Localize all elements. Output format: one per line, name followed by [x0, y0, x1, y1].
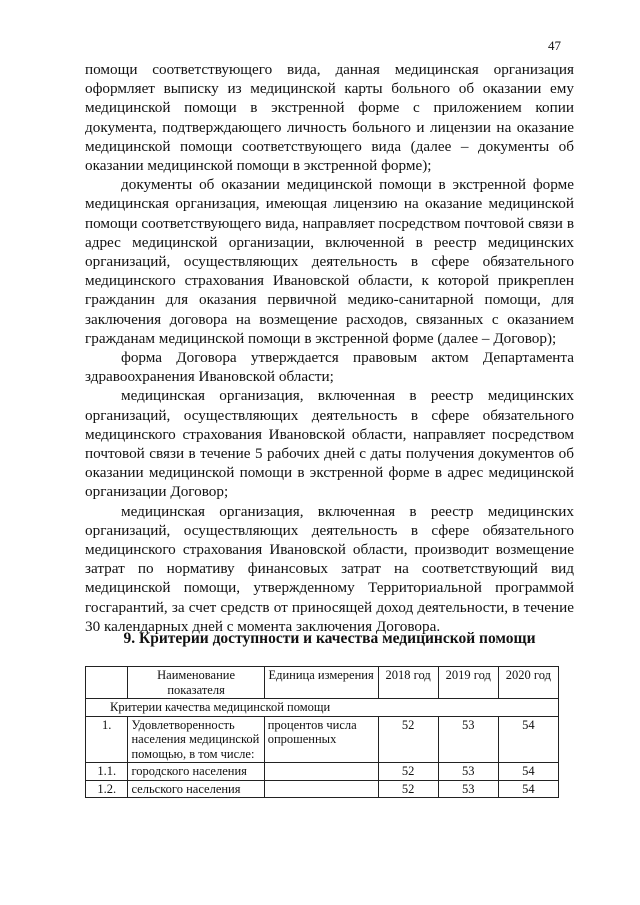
- row-name: Удовлетворенность населения медицинской помощью, в том числе:: [128, 716, 264, 763]
- row-unit: процентов числа опрошенных: [264, 716, 378, 763]
- row-2019: 53: [438, 763, 498, 781]
- paragraph: помощи соответствующего вида, данная медицинская организация оформляет выписку из медицинской карты больного об оказании ему медицинской помощи в экстренной форме с приложением копии документа, подтверждающего личность больного и лицензии на оказание медицинской помощи соответствующего вида (далее – документы об оказании медицинской помощи в экстренной форме);: [85, 61, 574, 175]
- section-heading: 9. Критерии доступности и качества медицинской помощи: [123, 630, 536, 647]
- table-row: [86, 763, 559, 781]
- row-2020: 54: [498, 716, 558, 763]
- row-unit: [264, 763, 378, 781]
- row-2020: 54: [498, 763, 558, 781]
- paragraph: медицинская организация, включенная в реестр медицинских организаций, осуществляющих деятельность в сфере обязательного медицинского страхования Ивановской области, направляет посредством почтовой связи в течение 5 рабочих дней с даты получения документов об оказании медицинской помощи в экстренной форме в адрес медицинской организации Договор;: [85, 387, 574, 501]
- row-2018: 52: [378, 780, 438, 798]
- paragraph: документы об оказании медицинской помощи в экстренной форме медицинская организация, имеющая лицензию на оказание медицинской помощи соответствующего вида, направляет посредством почтовой связи в адрес медицинской организации, включенной в реестр медицинских организаций, осуществляющих деятельность в сфере обязательного медицинского страхования Ивановской области, к которой прикреплен гражданин для оказания первичной медико-санитарной помощи, для заключения договора на возмещение расходов, связанных с оказанием гражданам медицинской помощи в экстренной форме (далее – Договор);: [85, 176, 574, 347]
- body-text: [85, 60, 574, 636]
- row-unit: [264, 780, 378, 798]
- row-2018: 52: [378, 763, 438, 781]
- row-name: городского населения: [128, 763, 264, 781]
- row-name: сельского населения: [128, 780, 264, 798]
- header-2018: 2018 год: [378, 667, 438, 699]
- header-unit: Единица измерения: [264, 667, 378, 699]
- page-number: 47: [548, 38, 561, 53]
- row-num: 1.2.: [86, 780, 128, 798]
- table-row: [86, 780, 559, 798]
- criteria-table: [85, 666, 559, 798]
- header-2020: 2020 год: [498, 667, 558, 699]
- table-row: [86, 716, 559, 763]
- table-header-row: [86, 667, 559, 699]
- row-2018: 52: [378, 716, 438, 763]
- paragraph: форма Договора утверждается правовым актом Департамента здравоохранения Ивановской области;: [85, 349, 574, 386]
- row-2019: 53: [438, 716, 498, 763]
- table-subheader-row: [86, 699, 559, 717]
- row-2019: 53: [438, 780, 498, 798]
- header-num: [86, 667, 128, 699]
- header-name: Наименование показателя: [128, 667, 264, 699]
- row-num: 1.: [86, 716, 128, 763]
- row-num: 1.1.: [86, 763, 128, 781]
- header-2019: 2019 год: [438, 667, 498, 699]
- row-2020: 54: [498, 780, 558, 798]
- paragraph: медицинская организация, включенная в реестр медицинских организаций, осуществляющих деятельность в сфере обязательного медицинского страхования Ивановской области, производит возмещение затрат по нормативу финансовых затрат на соответствующий вид медицинской помощи, утвержденному Территориальной программой госгарантий, за счет средств от приносящей доход деятельности, в течение 30 календарных дней с момента заключения Договора.: [85, 502, 574, 635]
- table-subheader: Критерии качества медицинской помощи: [86, 699, 559, 717]
